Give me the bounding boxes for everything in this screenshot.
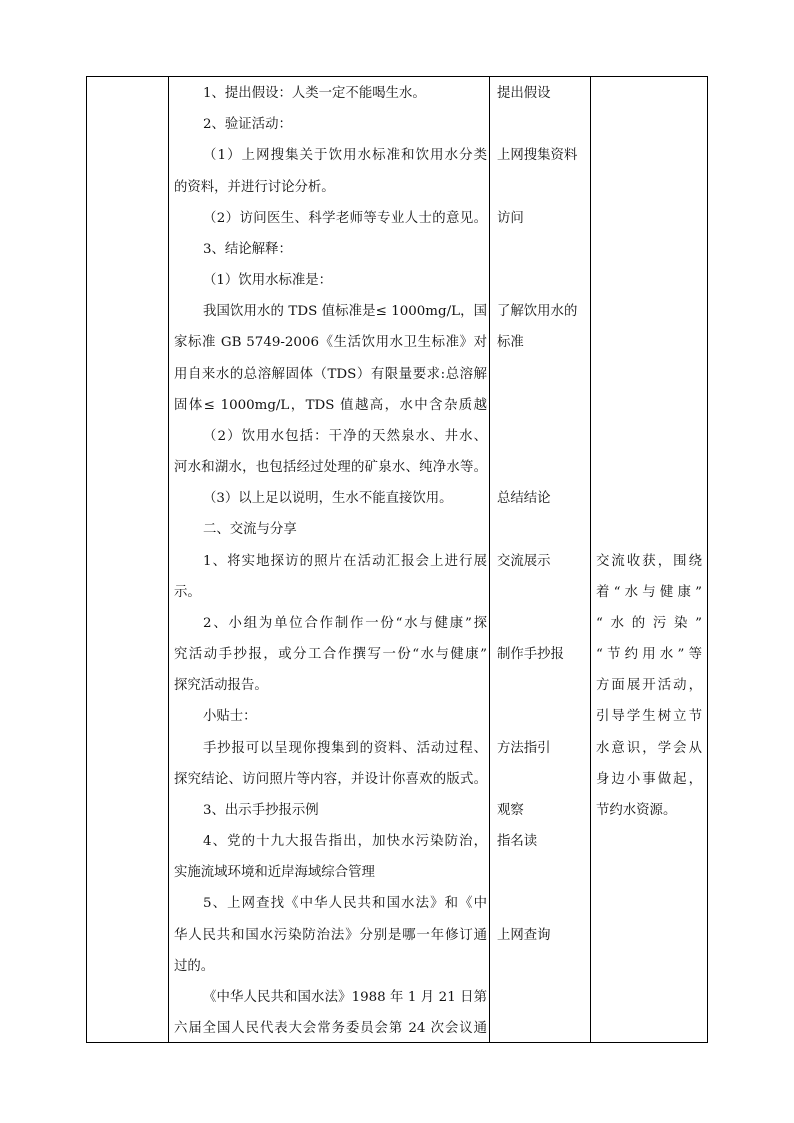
content-line: 示。 — [174, 584, 201, 600]
content-line: 的资料，并进行讨论分析。 — [174, 179, 335, 195]
tip-heading: 小贴士： — [203, 709, 257, 725]
intent-line: 身边小事做起， — [596, 771, 702, 787]
content-line: 2、验证活动： — [203, 117, 292, 133]
activity-item: 制作手抄报 — [497, 647, 564, 663]
intent-line: “节约用水”等 — [596, 647, 702, 663]
content-line: 过的。 — [174, 958, 215, 974]
content-line: 4、党的十九大报告指出，加快水污染防治， — [203, 834, 487, 850]
activity-item: 总结结论 — [497, 491, 551, 507]
intent-line: 着“水与健康” — [596, 584, 702, 600]
activity-item: 指名读 — [497, 834, 538, 850]
column-divider — [489, 76, 490, 1043]
content-line: 5、上网查找《中华人民共和国水法》和《中 — [203, 896, 487, 912]
content-line: 1、将实地探访的照片在活动汇报会上进行展 — [203, 553, 487, 569]
content-line: （2）饮用水包括：干净的天然泉水、井水、 — [203, 428, 487, 444]
intent-line: 水意识，学会从 — [596, 740, 702, 756]
content-line: （2）访问医生、科学老师等专业人士的意见。 — [203, 210, 487, 226]
activity-item: 访问 — [497, 210, 524, 226]
content-line: 3、出示手抄报示例 — [203, 802, 319, 818]
activity-item: 观察 — [497, 802, 524, 818]
content-line: 2、小组为单位合作制作一份“水与健康”探 — [203, 615, 487, 631]
activity-item: 交流展示 — [497, 553, 551, 569]
lesson-plan-table — [86, 76, 708, 1043]
content-line: 手抄报可以呈现你搜集到的资料、活动过程、 — [203, 740, 487, 756]
content-line: 3、结论解释： — [203, 241, 292, 257]
content-line: 河水和湖水，也包括经过处理的矿泉水、纯净水等。 — [174, 460, 487, 476]
content-line: 用自来水的总溶解固体（TDS）有限量要求:总溶解 — [174, 366, 487, 382]
intent-line: 节约水资源。 — [596, 802, 677, 818]
activity-item: 上网查询 — [497, 927, 551, 943]
activity-item: 提出假设 — [497, 86, 551, 101]
intent-line: 引导学生树立节 — [596, 709, 702, 725]
section-heading: 二、交流与分享 — [203, 522, 297, 538]
content-line: 华人民共和国水污染防治法》分别是哪一年修订通 — [174, 927, 487, 943]
intent-line: “水的污染” — [596, 615, 702, 631]
content-line: （1）饮用水标准是： — [203, 273, 333, 289]
content-line: （3）以上足以说明，生水不能直接饮用。 — [203, 491, 453, 507]
column-divider — [168, 76, 169, 1043]
column-divider — [590, 76, 591, 1043]
content-line: 六届全国人民代表大会常务委员会第 24 次会议通 — [174, 1021, 487, 1037]
content-line: 固体≤ 1000mg/L，TDS 值越高，水中含杂质越 — [174, 397, 487, 413]
activity-item: 上网搜集资料 — [497, 148, 578, 164]
intent-line: 方面展开活动， — [596, 678, 702, 694]
content-line: 探究结论、访问照片等内容，并设计你喜欢的版式。 — [174, 771, 487, 787]
content-line: 探究活动报告。 — [174, 678, 268, 694]
activity-item: 标准 — [497, 335, 524, 351]
content-line: 我国饮用水的 TDS 值标准是≤ 1000mg/L，国 — [203, 304, 487, 320]
content-line: （1）上网搜集关于饮用水标准和饮用水分类 — [203, 148, 487, 164]
intent-line: 交流收获，围绕 — [596, 553, 702, 569]
activity-item: 方法指引 — [497, 740, 551, 756]
content-line: 家标准 GB 5749-2006《生活饮用水卫生标准》对 — [174, 335, 487, 351]
activity-item: 了解饮用水的 — [497, 304, 578, 320]
content-line: 究活动手抄报，或分工合作撰写一份“水与健康” — [174, 647, 487, 663]
content-line: 1、提出假设：人类一定不能喝生水。 — [203, 86, 426, 101]
content-line: 实施流域环境和近岸海域综合管理 — [174, 865, 375, 881]
content-line: 《中华人民共和国水法》1988 年 1 月 21 日第 — [203, 989, 487, 1005]
